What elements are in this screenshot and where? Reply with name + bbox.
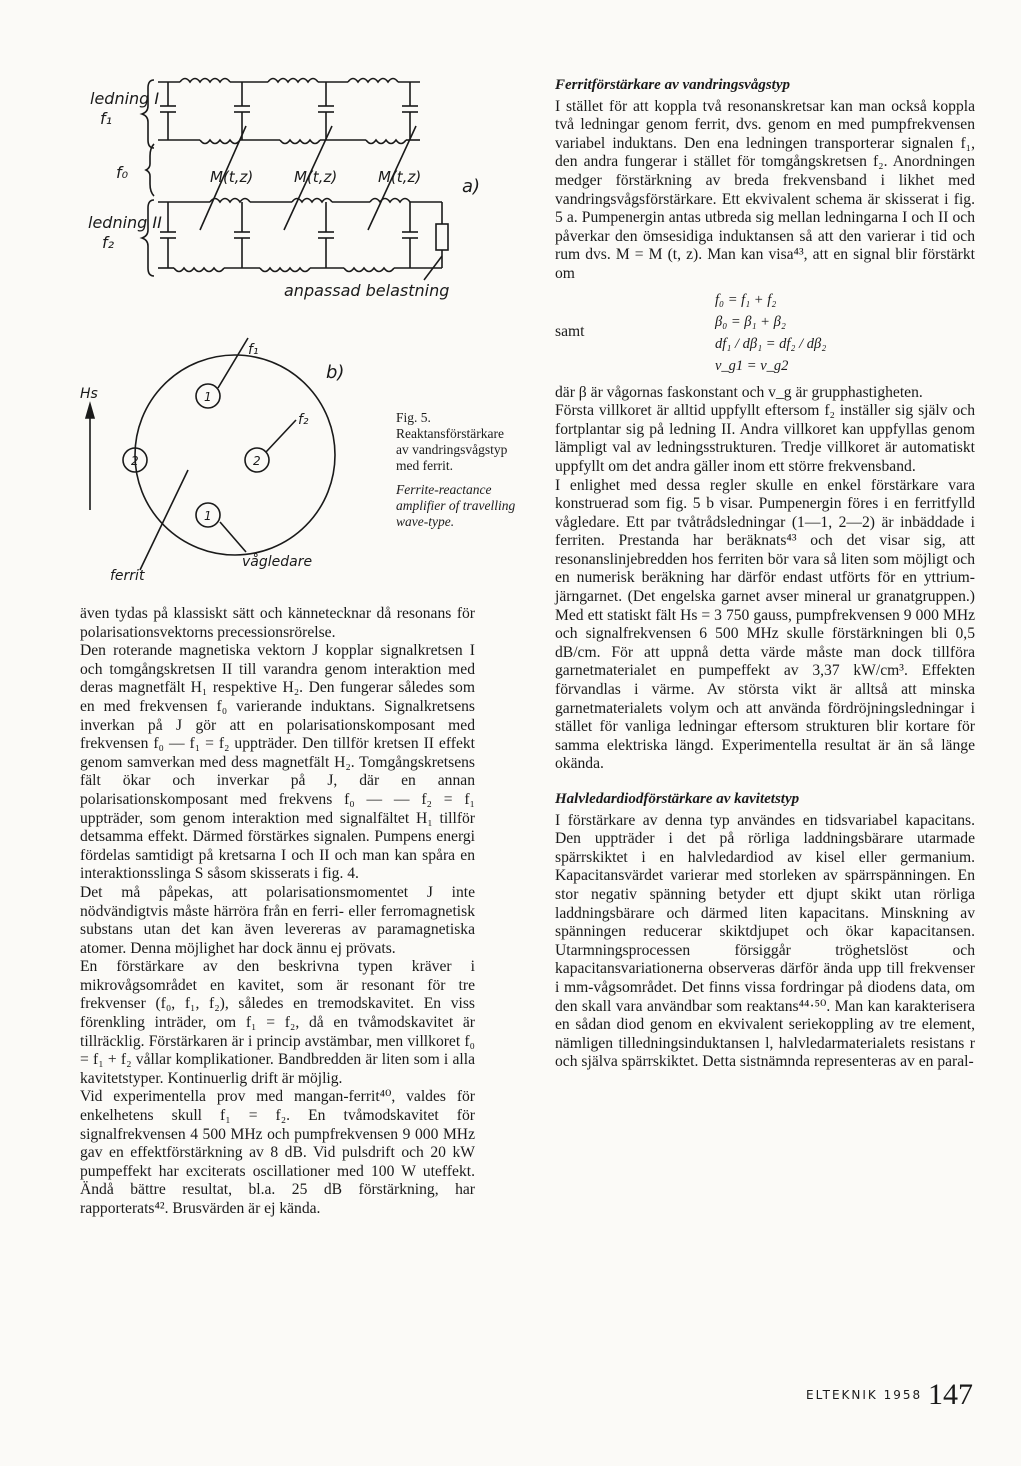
port-1-bottom: 1 xyxy=(204,509,212,523)
page-number: 147 xyxy=(928,1378,973,1411)
port-2-right: 2 xyxy=(253,454,261,468)
port-2-left: 2 xyxy=(131,454,139,468)
samt-label: samt xyxy=(555,323,585,341)
left-paragraph: Den roterande magnetiska vektorn J kopplar signalkretsen I och tomgångskretsen II till varandra genom interaktion med deras magnetfält H₁ respektive H₂. Den fungerar således som en med frekvensen f₀ varierande induktans. Signalkretsens inverkan på J gör att en polarisationskomposant med frekvensen f₀ — f₁ = f₂ uppträder. Den tillför kretsen II effekt genom samverkan med dess magnetfält H₂. Tomgångskretsens fält ökar och inverkar på J, där en annan polarisationskomposant med frekvens f₀ — — f₂ = f₁ uppträder, som genom interaktion med signalfältet H₁ tillför detsamma effekt. Därmed förstärkes signalen. Pumpens energi fördelas samtidigt på kretsarna I och II och man kan spåra en interaktionsslinga S såsom skisserats i fig. 4. xyxy=(80,642,475,883)
label-ferrit: ferrit xyxy=(110,568,145,584)
section-heading: Ferritförstärkare av vandringsvågstyp xyxy=(555,77,791,93)
label-b-f2: f₂ xyxy=(298,412,309,428)
equation-3: df₁ / dβ₁ = df₂ / dβ₂ xyxy=(715,335,827,352)
journal-name: ELTEKNIK 1958 xyxy=(806,1388,923,1402)
section-heading: Halvledardiodförstärkare av kavitetstyp xyxy=(555,791,800,807)
label-f2: f₂ xyxy=(102,233,115,252)
left-paragraph: även tydas på klassiskt sätt och kännetecknar då resonans för polarisationsvektorns precessionsrörelse. xyxy=(80,605,475,641)
label-mtz-3: M(t,z) xyxy=(378,168,422,186)
label-mtz-2: M(t,z) xyxy=(294,168,338,186)
label-b-f1: f₁ xyxy=(248,342,259,358)
label-a: a) xyxy=(462,176,481,197)
equation-2: β₀ = β₁ + β₂ xyxy=(715,313,786,330)
right-paragraph: där β är vågornas faskonstant och v_g är grupphastigheten. xyxy=(555,383,923,401)
caption-swedish: Fig. 5. Reaktansförstärkare av vandringsvågstyp med ferrit. xyxy=(396,410,508,473)
port-1-top: 1 xyxy=(204,390,212,404)
label-b: b) xyxy=(326,362,345,383)
label-hs: Hs xyxy=(80,386,98,402)
caption-english: Ferrite-reactance amplifier of travelling wave-type. xyxy=(396,482,516,529)
left-column xyxy=(80,605,475,1219)
equation-4: v_g1 = v_g2 xyxy=(715,357,789,374)
label-ledning-2: ledning II xyxy=(88,213,162,232)
label-f1: f₁ xyxy=(100,109,113,128)
label-mtz-1: M(t,z) xyxy=(210,168,254,186)
label-f0: f₀ xyxy=(116,163,129,182)
label-vagledare: vågledare xyxy=(242,554,313,570)
equation-1: f₀ = f₁ + f₂ xyxy=(715,291,777,308)
right-paragraph: I förstärkare av denna typ användes en tidsvariabel kapacitans. Den uppträder i det på rörliga laddningsbärare utarmade spärrskiktet i en halvledardiod av kisel eller germanium. Kapacitansvärdet varierar med storleken av spärrspänningen. En stor negativ spänning betyder ett djupt skikt utan rörliga laddningsbärare och därmed liten kapacitans. Minskning av spänningen reducerar skiktdjupet och ökar kapacitansen. Utarmningsprocessen försiggår tröghetslöst och kapacitansvariationerna observeras därför ända upp till frekvenser i mm-vågsområdet. Det finns vissa fordringar på diodens data, om den skall vara användbar som reaktans⁴⁴·⁵⁰. Man kan karakterisera en sådan diod genom en ekvivalent seriekoppling av tre element, nämligen tilledningsinduktansen l, halvledarmaterialets resistans r och själva spärrskiktet. Detta sistnämnda representeras av en paral- xyxy=(555,811,975,1071)
right-paragraph: I stället för att koppla två resonanskretsar kan man också koppla två ledningar genom ferrit, dvs. genom en med pumpfrekvensen variabel induktans. Den ena ledningen transporterar signalen f₁, den andra fungerar i stället för tomgångskretsen f₂. Anordningen medger förstärkning av breda frekvensband i likhet med vandringsvågsförstärkare. Ett ekvivalent schema är skisserat i fig. 5 a. Pumpenergin antas utbreda sig mellan ledningarna I och II och påverkar den ömsesidiga induktansen så att den varierar i tid och rum dvs. M = M (t, z). Man kan visa⁴³, att en signal blir förstärkt om xyxy=(555,97,975,282)
figure-caption xyxy=(396,410,516,530)
left-paragraph: En förstärkare av den beskrivna typen kräver i mikrovågsområdet en kavitet, som är resonant för tre frekvenser (f₀, f₁, f₂), således en tremodskavitet. En viss förenkling inträder, om f₁ = f₂, då en tvåmodskavitet är tillräcklig. Förstärkaren är i princip avstämbar, men villkoret f₀ = f₁ + f₂ vållar komplikationer. Bandbredden är liten som i alla kavitetstyper. Kontinuerlig drift är möjlig. xyxy=(80,958,475,1087)
left-paragraph: Det må påpekas, att polarisationsmomentet J inte nödvändigtvis måste härröra från en ferri- eller ferromagnetisk substans utan det kan även levereras av paramagnetiska atomer. Denna möjlighet har dock ännu ej prövats. xyxy=(80,883,475,957)
right-paragraph: I enlighet med dessa regler skulle en enkel förstärkare vara konstruerad som fig. 5 b visar. Pumpenergin föres i en ferritfylld vågledare. Ett par tvåtrådsledningar (1—1, 2—2) är inbäddade i ferriten. Prestanda har beräknats⁴³ och det visar sig, att resonanslinjebredden hos ferriten bör vara så liten som möjligt och en numerisk beräkning har därför endast utförts för en yttrium-järngarnet. (Det engelska garnet avser mineral ur granatgruppen.) Med ett statiskt fält Hs = 3 750 gauss, pumpfrekvensen 9 000 MHz och signalfrekvensen 6 500 MHz skulle förstärkningen bli 0,5 dB/cm. För att uppnå detta värde måste man dock tillföra garnetmaterialet en pumpeffekt av 3,37 kW/cm³. Effekten förvandlas i värme. Av största vikt är alltså att minska garnetmaterialets volym och att använda fördröjningsledningar i stället för vanliga ledningar eftersom strukturen blir kortare för samma elektriska längd. Experimentella resultat är än så länge okända. xyxy=(555,476,975,773)
equations xyxy=(555,288,975,378)
right-paragraph: Första villkoret är alltid uppfyllt eftersom f₂ inställer sig själv och fortplantar sig på ledning II. Andra villkoret kan uppfyllas genom lämpligt val av ledningsstrukturen. Tredje villkoret är automatiskt uppfyllt om det andra gäller inom ett större frekvensband. xyxy=(555,402,975,475)
right-column xyxy=(555,76,975,1072)
label-ledning-1: ledning I xyxy=(90,89,160,108)
left-paragraph: Vid experimentella prov med mangan-ferrit⁴⁰, valdes för enkelhetens skull f₁ = f₂. En tvåmodskavitet för signalfrekvensen 4 500 MHz och pumpfrekvensen 9 000 MHz gav en effektförstärkning av 8 dB. Vid pulsdrift och 20 kW pumpeffekt har exciterats oscillationer med 100 W uteffekt. Ändå bättre resultat, bl.a. 25 dB förstärkning, har rapporterats⁴². Brusvärden är ej kända. xyxy=(80,1088,475,1217)
label-anpassad-belastning: anpassad belastning xyxy=(284,281,450,300)
